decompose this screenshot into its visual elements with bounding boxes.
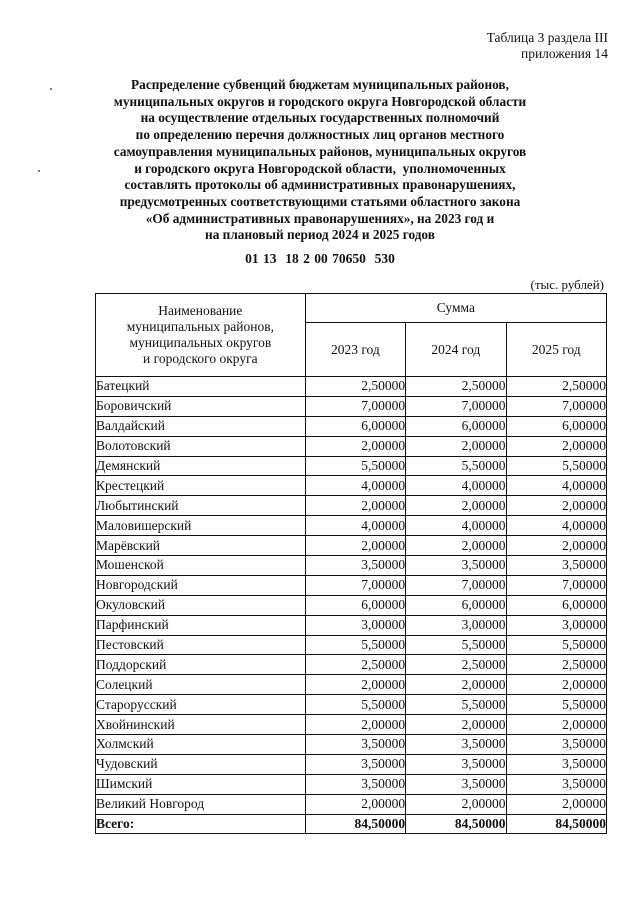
amount-cell: 5,50000 — [506, 695, 606, 715]
amount-cell: 3,50000 — [506, 735, 606, 755]
header-name-line: муниципальных округов — [129, 335, 272, 350]
amount-cell: 2,00000 — [406, 436, 506, 456]
amount-cell: 3,50000 — [506, 556, 606, 576]
title-line: и городского округа Новгородской области, уполномоченных — [134, 160, 506, 176]
title-line: «Об административных правонарушениях», на 2023 год и — [145, 210, 495, 226]
amount-cell: 4,00000 — [506, 476, 606, 496]
amount-cell: 2,00000 — [406, 794, 506, 814]
header-sum: Сумма — [305, 294, 606, 323]
amount-cell: 5,50000 — [406, 456, 506, 476]
table-row — [96, 715, 607, 735]
district-name: Чудовский — [96, 754, 306, 774]
amount-cell: 2,50000 — [305, 655, 405, 675]
amount-cell: 6,00000 — [406, 595, 506, 615]
table-row — [96, 396, 607, 416]
amount-cell: 5,50000 — [305, 456, 405, 476]
amount-cell: 5,50000 — [406, 635, 506, 655]
amount-cell: 4,00000 — [406, 516, 506, 536]
table-row — [96, 655, 607, 675]
amount-cell: 3,50000 — [305, 774, 405, 794]
table-row — [96, 735, 607, 755]
district-name: Холмский — [96, 735, 306, 755]
table-row — [96, 536, 607, 556]
amount-cell: 2,50000 — [506, 655, 606, 675]
document-title — [80, 77, 560, 244]
amount-cell: 3,00000 — [406, 615, 506, 635]
amount-cell: 4,00000 — [506, 516, 606, 536]
table-row — [96, 556, 607, 576]
amount-cell: 4,00000 — [305, 516, 405, 536]
title-line: самоуправления муниципальных районов, муниципальных округов — [113, 143, 527, 159]
reference-line-1: Таблица 3 раздела III — [486, 30, 608, 45]
district-name: Шимский — [96, 774, 306, 794]
amount-cell: 2,00000 — [406, 536, 506, 556]
amount-cell: 7,00000 — [305, 575, 405, 595]
amount-cell: 5,50000 — [406, 695, 506, 715]
table-row — [96, 595, 607, 615]
amount-cell: 84,50000 — [406, 814, 506, 834]
header-name-line: Наименование — [158, 303, 243, 318]
header-year-2024: 2024 год — [406, 323, 506, 377]
table-row — [96, 615, 607, 635]
amount-cell: 2,00000 — [506, 794, 606, 814]
district-name: Новгородский — [96, 575, 306, 595]
amount-cell: 2,00000 — [305, 715, 405, 735]
amount-cell: 2,50000 — [406, 655, 506, 675]
district-name: Любытинский — [96, 496, 306, 516]
header-year-2023: 2023 год — [305, 323, 405, 377]
table-row — [96, 456, 607, 476]
district-name: Солецкий — [96, 675, 306, 695]
title-line: составлять протоколы об административных правонарушениях, — [124, 177, 516, 193]
district-name: Батецкий — [96, 377, 306, 397]
total-row — [96, 814, 607, 834]
amount-cell: 2,00000 — [406, 496, 506, 516]
amount-cell: 3,00000 — [305, 615, 405, 635]
district-name: Старорусский — [96, 695, 306, 715]
amount-cell: 3,50000 — [506, 774, 606, 794]
district-name: Крестецкий — [96, 476, 306, 496]
district-name: Великий Новгород — [96, 794, 306, 814]
amount-cell: 3,50000 — [506, 754, 606, 774]
amount-cell: 3,50000 — [305, 754, 405, 774]
amount-cell: 2,00000 — [506, 536, 606, 556]
amount-cell: 5,50000 — [506, 635, 606, 655]
total-label: Всего: — [96, 814, 306, 834]
table-row — [96, 675, 607, 695]
amount-cell: 2,50000 — [305, 377, 405, 397]
scan-speck — [50, 88, 52, 90]
amount-cell: 2,50000 — [506, 377, 606, 397]
amount-cell: 2,50000 — [406, 377, 506, 397]
header-name-line: и городского округа — [143, 351, 258, 366]
budget-code: 01 13 18 2 00 70650 530 — [245, 251, 395, 266]
table-row — [96, 794, 607, 814]
district-name: Пестовский — [96, 635, 306, 655]
header-year-2025: 2025 год — [506, 323, 606, 377]
amount-cell: 84,50000 — [506, 814, 606, 834]
title-line: Распределение субвенций бюджетам муниципальных районов, — [131, 77, 509, 92]
header-name-line: муниципальных районов, — [126, 319, 274, 334]
district-name: Окуловский — [96, 595, 306, 615]
amount-cell: 5,50000 — [305, 635, 405, 655]
amount-cell: 3,50000 — [406, 735, 506, 755]
table-row — [96, 754, 607, 774]
table-reference — [487, 30, 608, 62]
table-row — [96, 416, 607, 436]
district-name: Волотовский — [96, 436, 306, 456]
district-name: Мошенской — [96, 556, 306, 576]
table-row — [96, 476, 607, 496]
subsidy-table — [95, 293, 607, 834]
table-row — [96, 695, 607, 715]
table-row — [96, 575, 607, 595]
title-line: на осуществление отдельных государственных полномочий — [140, 110, 500, 126]
amount-cell: 4,00000 — [305, 476, 405, 496]
title-line: на плановый период 2024 и 2025 годов — [205, 227, 435, 243]
amount-cell: 7,00000 — [406, 396, 506, 416]
district-name: Боровичский — [96, 396, 306, 416]
units-label: (тыс. рублей) — [530, 277, 604, 292]
amount-cell: 3,50000 — [305, 735, 405, 755]
amount-cell: 2,00000 — [506, 496, 606, 516]
amount-cell: 7,00000 — [406, 575, 506, 595]
amount-cell: 3,50000 — [406, 556, 506, 576]
amount-cell: 2,00000 — [305, 794, 405, 814]
amount-cell: 3,50000 — [305, 556, 405, 576]
district-name: Демянский — [96, 456, 306, 476]
table-row — [96, 635, 607, 655]
amount-cell: 3,50000 — [406, 774, 506, 794]
district-name: Парфинский — [96, 615, 306, 635]
scan-speck — [38, 170, 40, 172]
amount-cell: 6,00000 — [305, 595, 405, 615]
amount-cell: 2,00000 — [506, 715, 606, 735]
amount-cell: 5,50000 — [305, 695, 405, 715]
amount-cell: 2,00000 — [506, 675, 606, 695]
district-name: Маловишерский — [96, 516, 306, 536]
amount-cell: 6,00000 — [406, 416, 506, 436]
amount-cell: 7,00000 — [305, 396, 405, 416]
amount-cell: 2,00000 — [506, 436, 606, 456]
amount-cell: 7,00000 — [506, 396, 606, 416]
amount-cell: 2,00000 — [305, 675, 405, 695]
amount-cell: 5,50000 — [506, 456, 606, 476]
amount-cell: 2,00000 — [406, 675, 506, 695]
amount-cell: 3,50000 — [406, 754, 506, 774]
district-name: Поддорский — [96, 655, 306, 675]
amount-cell: 3,00000 — [506, 615, 606, 635]
amount-cell: 84,50000 — [305, 814, 405, 834]
table-row — [96, 377, 607, 397]
amount-cell: 6,00000 — [506, 416, 606, 436]
reference-line-2: приложения 14 — [520, 46, 608, 61]
title-line: муниципальных округов и городского округа Новгородской области — [113, 93, 527, 109]
district-name: Марёвский — [96, 536, 306, 556]
table-row — [96, 774, 607, 794]
title-line: предусмотренных соответствующими статьями областного закона — [119, 193, 521, 209]
header-name — [96, 294, 306, 377]
table-row — [96, 516, 607, 536]
amount-cell: 2,00000 — [305, 436, 405, 456]
table-row — [96, 436, 607, 456]
district-name: Валдайский — [96, 416, 306, 436]
title-line: по определению перечня должностных лиц органов местного — [135, 127, 505, 143]
amount-cell: 2,00000 — [305, 536, 405, 556]
amount-cell: 6,00000 — [506, 595, 606, 615]
amount-cell: 4,00000 — [406, 476, 506, 496]
district-name: Хвойнинский — [96, 715, 306, 735]
table-row — [96, 496, 607, 516]
amount-cell: 2,00000 — [406, 715, 506, 735]
amount-cell: 2,00000 — [305, 496, 405, 516]
amount-cell: 6,00000 — [305, 416, 405, 436]
amount-cell: 7,00000 — [506, 575, 606, 595]
